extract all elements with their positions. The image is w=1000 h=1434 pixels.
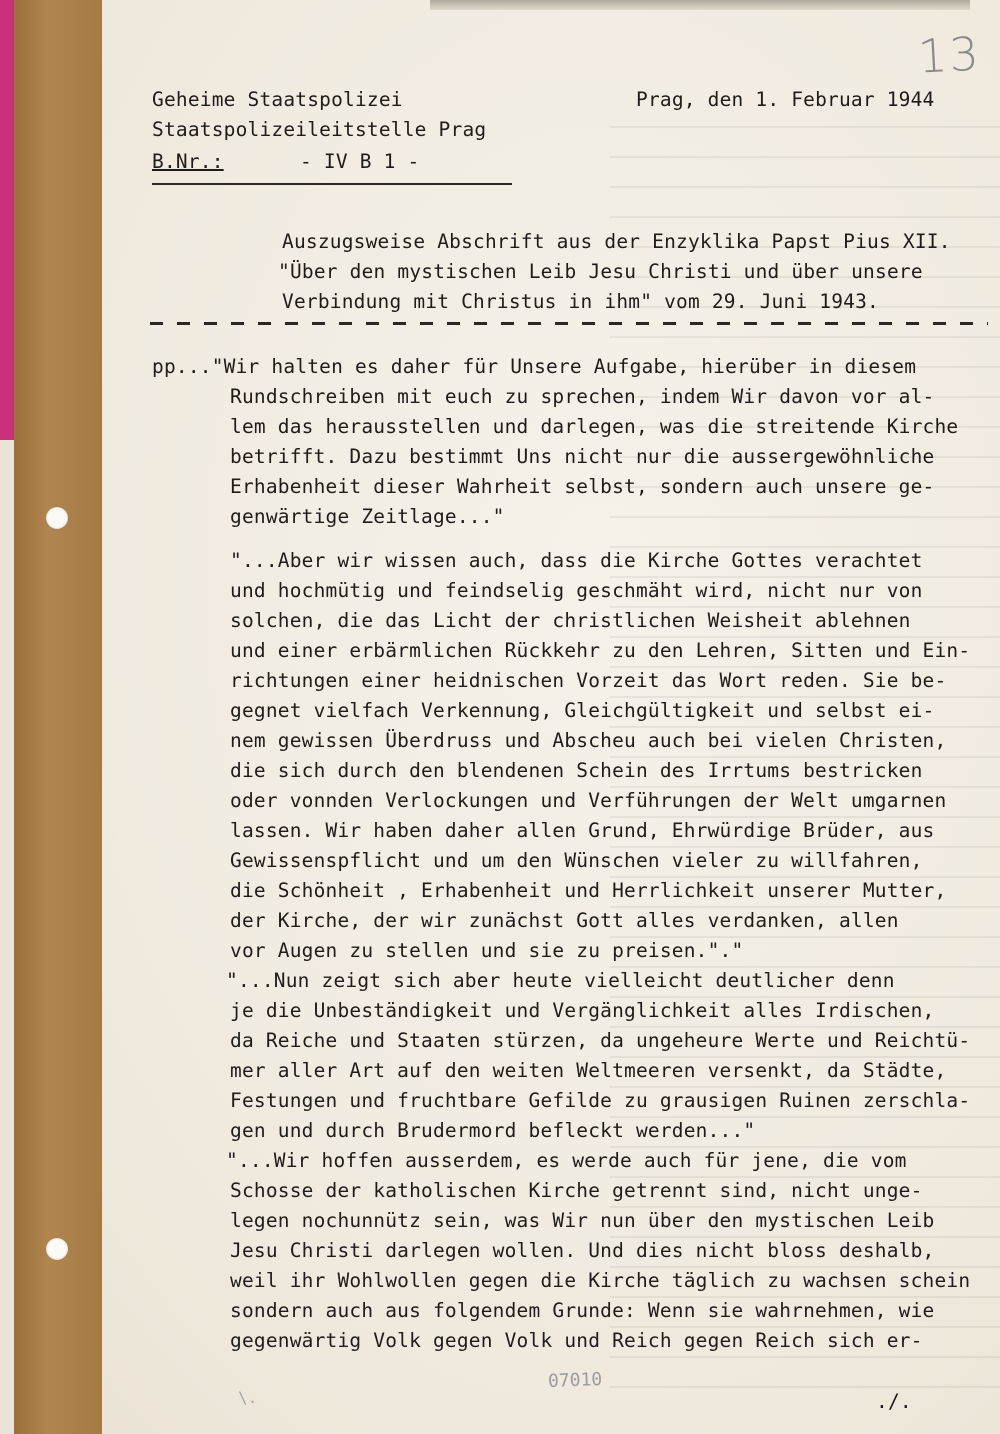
- body-line: Erhabenheit dieser Wahrheit selbst, sondern auch unsere ge-: [230, 475, 935, 498]
- punch-hole-icon: [46, 1238, 68, 1260]
- body-line: solchen, die das Licht der christlichen Weisheit ablehnen: [230, 609, 911, 632]
- body-line: oder vonnden Verlockungen und Verführungen der Welt umgarnen: [230, 789, 947, 812]
- body-line: vor Augen zu stellen und sie zu preisen.".": [230, 939, 744, 962]
- header-rule: [152, 183, 512, 185]
- body-line: "...Aber wir wissen auch, dass die Kirche Gottes verachtet: [230, 549, 923, 572]
- body-line: sondern auch aus folgendem Grunde: Wenn sie wahrnehmen, wie: [230, 1299, 935, 1322]
- header-authority: Geheime Staatspolizei: [152, 88, 403, 111]
- body-line: der Kirche, der wir zunächst Gott alles verdanken, allen: [230, 909, 899, 932]
- header-ref-label: B.Nr.:: [152, 150, 224, 173]
- body-line: pp..."Wir halten es daher für Unsere Aufgabe, hierüber in diesem: [152, 355, 917, 378]
- body-line: genwärtige Zeitlage...": [230, 505, 505, 528]
- body-line: lassen. Wir haben daher allen Grund, Ehrwürdige Brüder, aus: [230, 819, 935, 842]
- body-line: Schosse der katholischen Kirche getrennt sind, nicht unge-: [230, 1179, 923, 1202]
- header-ref-value: - IV B 1 -: [300, 150, 420, 173]
- body-line: die Schönheit , Erhabenheit und Herrlichkeit unserer Mutter,: [230, 879, 947, 902]
- paper-edge: [0, 440, 14, 1434]
- continuation-mark: ./.: [876, 1390, 912, 1413]
- pink-edge-strip: [0, 0, 14, 440]
- body-line: lem das herausstellen und darlegen, was die streitende Kirche: [230, 415, 959, 438]
- top-edge-shadow: [430, 0, 970, 10]
- body-line: gegenwärtig Volk gegen Volk und Reich gegen Reich sich er-: [230, 1329, 923, 1352]
- header-place-date: Prag, den 1. Februar 1944: [636, 88, 935, 111]
- body-line: nem gewissen Überdruss und Abscheu auch bei vielen Christen,: [230, 729, 947, 752]
- body-line: Gewissenspflicht und um den Wünschen vieler zu willfahren,: [230, 849, 923, 872]
- body-line: und hochmütig und feindselig geschmäht wird, nicht nur von: [230, 579, 923, 602]
- body-line: richtungen einer heidnischen Vorzeit das Wort reden. Sie be-: [230, 669, 947, 692]
- dashed-separator: [150, 322, 988, 325]
- body-line: mer aller Art auf den weiten Weltmeeren versenkt, da Städte,: [230, 1059, 947, 1082]
- binding-paper-strip: [14, 0, 102, 1434]
- title-line-1: Auszugsweise Abschrift aus der Enzyklika Papst Pius XII.: [282, 230, 951, 253]
- title-line-2: "Über den mystischen Leib Jesu Christi und über unsere: [278, 260, 923, 283]
- body-line: gegnet vielfach Verkennung, Gleichgültigkeit und selbst ei-: [230, 699, 935, 722]
- body-line: und einer erbärmlichen Rückkehr zu den Lehren, Sitten und Ein-: [230, 639, 971, 662]
- punch-hole-icon: [46, 507, 68, 529]
- body-line: Jesu Christi darlegen wollen. Und dies nicht bloss deshalb,: [230, 1239, 935, 1262]
- body-line: Rundschreiben mit euch zu sprechen, indem Wir davon vor al-: [230, 385, 935, 408]
- header-office: Staatspolizeileitstelle Prag: [152, 118, 487, 141]
- body-line: die sich durch den blendenen Schein des Irrtums bestricken: [230, 759, 923, 782]
- body-line: je die Unbeständigkeit und Vergänglichkeit alles Irdischen,: [230, 999, 935, 1022]
- faint-mark: \.: [238, 1388, 258, 1407]
- body-line: "...Wir hoffen ausserdem, es werde auch für jene, die vom: [226, 1149, 907, 1172]
- body-line: "...Nun zeigt sich aber heute vielleicht deutlicher denn: [226, 969, 895, 992]
- body-line: weil ihr Wohlwollen gegen die Kirche täglich zu wachsen schein: [230, 1269, 971, 1292]
- body-line: betrifft. Dazu bestimmt Uns nicht nur die aussergewöhnliche: [230, 445, 935, 468]
- faint-stamp-number: 07010: [547, 1369, 603, 1392]
- title-line-3: Verbindung mit Christus in ihm" vom 29. Juni 1943.: [282, 290, 879, 313]
- handwritten-page-number: 13: [916, 26, 982, 84]
- body-line: da Reiche und Staaten stürzen, da ungeheure Werte und Reichtü-: [230, 1029, 971, 1052]
- body-line: legen nochunnütz sein, was Wir nun über den mystischen Leib: [230, 1209, 935, 1232]
- body-line: gen und durch Brudermord befleckt werden...": [230, 1119, 756, 1142]
- body-line: Festungen und fruchtbare Gefilde zu grausigen Ruinen zerschla-: [230, 1089, 971, 1112]
